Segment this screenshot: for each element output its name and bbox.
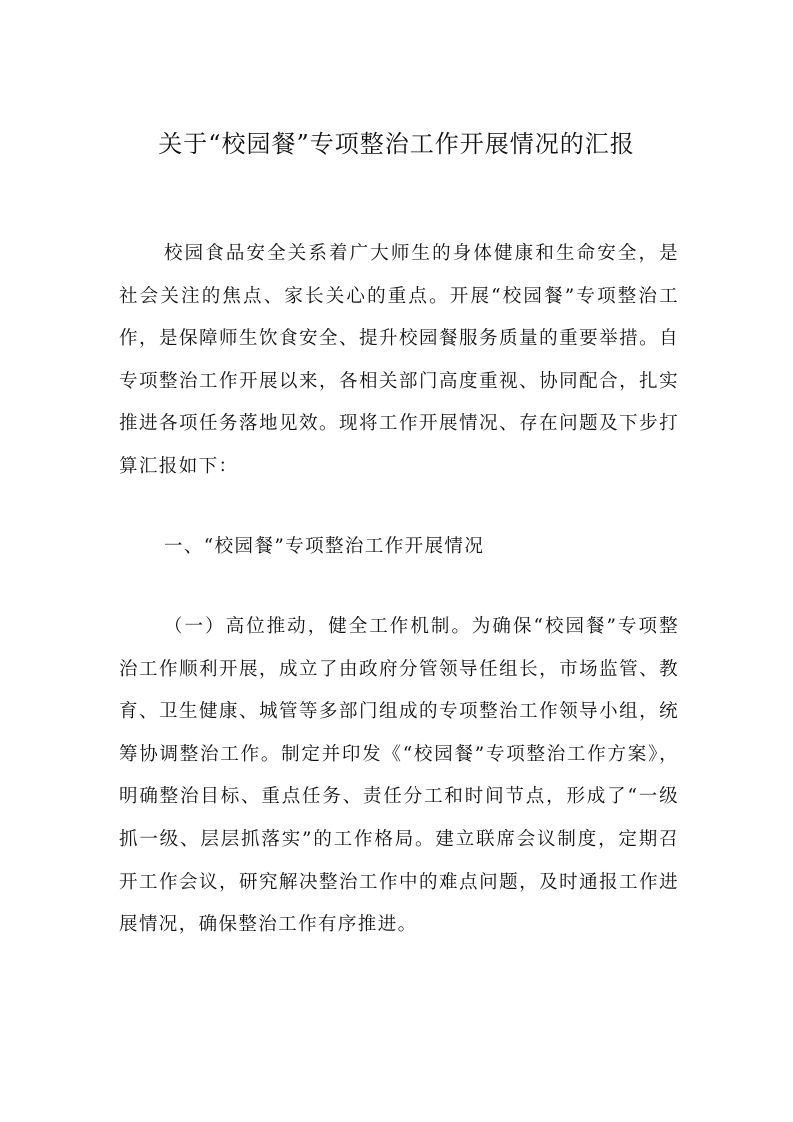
section-heading-1: 一、“校园餐”专项整治工作开展情况	[164, 536, 485, 557]
document-title: 关于“校园餐”专项整治工作开展情况的汇报	[158, 130, 635, 158]
intro-paragraph: 校园食品安全关系着广大师生的身体健康和生命安全，是社会关注的焦点、家长关心的重点。开展“校园餐”专项整治工作，是保障师生饮食安全、提升校园餐服务质量的重要举措。自专项整治工作开展以来，各相关部门高度重视、协同配合，扎实推进各项任务落地见效。现将工作开展情况、存在问题及下步打算汇报如下：	[119, 243, 679, 477]
section-1-paragraph: （一）高位推动，健全工作机制。为确保“校园餐”专项整治工作顺利开展，成立了由政府分管领导任组长，市场监管、教育、卫生健康、城管等多部门组成的专项整治工作领导小组，统筹协调整治工作。制定并印发《“校园餐”专项整治工作方案》，明确整治目标、重点任务、责任分工和时间节点，形成了“一级抓一级、层层抓落实”的工作格局。建立联席会议制度，定期召开工作会议，研究解决整治工作中的难点问题，及时通报工作进展情况，确保整治工作有序推进。	[119, 616, 679, 936]
